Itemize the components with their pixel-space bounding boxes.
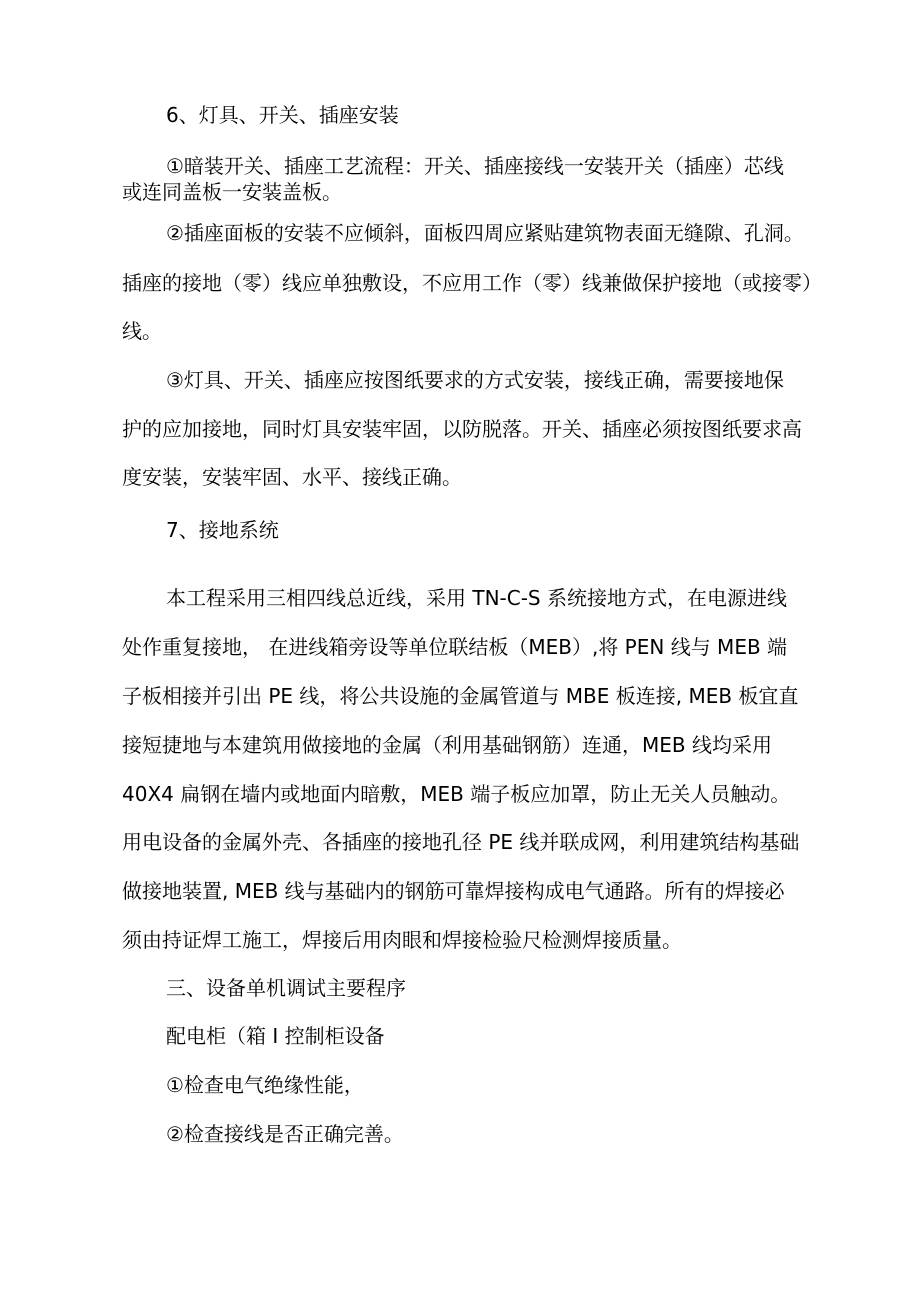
paragraph-line: ③灯具、开关、插座应按图纸要求的方式安装，接线正确，需要接地保 [166,368,784,392]
section-heading-lighting-installation: 6、灯具、开关、插座安装 [166,103,399,127]
paragraph-line: ②插座面板的安装不应倾斜，面板四周应紧贴建筑物表面无缝隙、孔洞。 [166,221,804,245]
paragraph-line: 用电设备的金属外壳、各插座的接地孔径 PE 线并联成网，利用建筑结构基础 [122,830,800,854]
list-item: ②检查接线是否正确完善。 [166,1122,404,1146]
paragraph-line: ①暗装开关、插座工艺流程：开关、插座接线一安装开关（插座）芯线 [166,154,784,178]
paragraph-line: 插座的接地（零）线应单独敷设，不应用工作（零）线兼做保护接地（或接零） [122,271,822,295]
paragraph-line: 线。 [122,319,162,343]
section-heading-commissioning: 三、设备单机调试主要程序 [166,976,406,1000]
list-item: ①检查电气绝缘性能， [166,1073,364,1097]
paragraph-line: 接短捷地与本建筑用做接地的金属（利用基础钢筋）连通，MEB 线均采用 [122,733,772,757]
subheading-distribution-cabinet: 配电柜（箱 I 控制柜设备 [166,1024,385,1048]
paragraph-line: 或连同盖板一安装盖板。 [122,180,342,204]
section-heading-grounding-system: 7、接地系统 [166,518,279,542]
paragraph-line: 须由持证焊工施工，焊接后用肉眼和焊接检验尺检测焊接质量。 [122,928,682,952]
paragraph-line: 护的应加接地，同时灯具安装牢固，以防脱落。开关、插座必须按图纸要求高 [122,417,802,441]
paragraph-line: 做接地装置, MEB 线与基础内的钢筋可靠焊接构成电气通路。所有的焊接必 [122,879,785,903]
paragraph-line: 子板相接并引出 PE 线，将公共设施的金属管道与 MBE 板连接, MEB 板宜直 [122,684,799,708]
paragraph-line: 本工程采用三相四线总近线，采用 TN-C-S 系统接地方式，在电源进线 [166,586,787,610]
paragraph-line: 40X4 扁钢在墙内或地面内暗敷，MEB 端子板应加罩，防止无关人员触动。 [122,782,791,806]
paragraph-line: 度安装，安装牢固、水平、接线正确。 [122,465,462,489]
paragraph-line: 处作重复接地， 在进线箱旁设等单位联结板（MEB）,将 PEN 线与 MEB 端 [122,635,788,659]
